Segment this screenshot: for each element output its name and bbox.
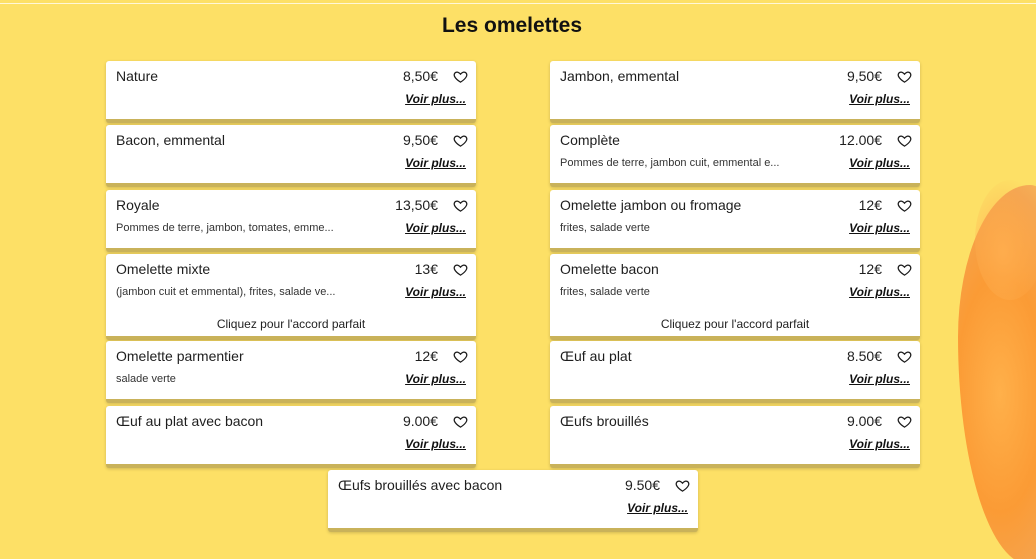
item-price: 9.50€ — [624, 477, 660, 493]
item-price: 9.00€ — [402, 413, 438, 429]
see-more-link[interactable]: Voir plus... — [405, 372, 466, 386]
heart-icon[interactable] — [453, 69, 468, 84]
item-name: Œufs brouillés — [560, 413, 649, 429]
item-price: 9,50€ — [846, 68, 882, 84]
menu-item-card[interactable] — [550, 254, 920, 340]
item-description: (jambon cuit et emmental), frites, salade ve... — [116, 286, 336, 298]
item-price: 12.00€ — [839, 132, 882, 148]
heart-icon[interactable] — [675, 478, 690, 493]
item-name: Œufs brouillés avec bacon — [338, 477, 503, 493]
see-more-link[interactable]: Voir plus... — [849, 437, 910, 451]
see-more-link[interactable]: Voir plus... — [405, 156, 466, 170]
see-more-link[interactable]: Voir plus... — [849, 156, 910, 170]
item-price: 13€ — [414, 261, 438, 277]
heart-icon[interactable] — [897, 69, 912, 84]
item-name: Nature — [116, 68, 159, 84]
item-description: Pommes de terre, jambon cuit, emmental e... — [560, 157, 780, 169]
top-divider — [0, 3, 1036, 4]
item-description: Pommes de terre, jambon, tomates, emme... — [116, 222, 334, 234]
item-description: salade verte — [116, 373, 176, 385]
pairing-link[interactable]: Cliquez pour l'accord parfait — [216, 317, 366, 331]
item-name: Omelette mixte — [116, 261, 211, 277]
see-more-link[interactable]: Voir plus... — [405, 437, 466, 451]
menu-item-card[interactable] — [550, 341, 920, 403]
item-price: 8.50€ — [846, 348, 882, 364]
see-more-link[interactable]: Voir plus... — [405, 92, 466, 106]
see-more-link[interactable]: Voir plus... — [849, 372, 910, 386]
item-price: 9.00€ — [846, 413, 882, 429]
item-description: frites, salade verte — [560, 286, 650, 298]
menu-item-card[interactable] — [106, 341, 476, 403]
menu-item-card[interactable] — [106, 254, 476, 340]
heart-icon[interactable] — [897, 349, 912, 364]
see-more-link[interactable]: Voir plus... — [849, 92, 910, 106]
menu-item-card[interactable] — [106, 61, 476, 123]
menu-item-card[interactable] — [328, 470, 698, 532]
heart-icon[interactable] — [453, 198, 468, 213]
item-name: Royale — [116, 197, 160, 213]
item-price: 12€ — [414, 348, 438, 364]
menu-item-card[interactable] — [550, 125, 920, 187]
item-name: Omelette parmentier — [116, 348, 244, 364]
item-name: Omelette bacon — [560, 261, 659, 277]
item-name: Complète — [560, 132, 620, 148]
item-description: frites, salade verte — [560, 222, 650, 234]
item-price: 13,50€ — [395, 197, 438, 213]
see-more-link[interactable]: Voir plus... — [627, 501, 688, 515]
pairing-link[interactable]: Cliquez pour l'accord parfait — [660, 317, 810, 331]
item-name: Bacon, emmental — [116, 132, 225, 148]
menu-item-card[interactable] — [106, 406, 476, 468]
item-price: 8,50€ — [402, 68, 438, 84]
heart-icon[interactable] — [897, 198, 912, 213]
menu-item-card[interactable] — [550, 61, 920, 123]
menu-item-card[interactable] — [106, 125, 476, 187]
item-name: Œuf au plat — [560, 348, 632, 364]
heart-icon[interactable] — [453, 133, 468, 148]
see-more-link[interactable]: Voir plus... — [405, 285, 466, 299]
item-name: Jambon, emmental — [560, 68, 680, 84]
heart-icon[interactable] — [453, 262, 468, 277]
heart-icon[interactable] — [897, 414, 912, 429]
heart-icon[interactable] — [897, 262, 912, 277]
item-name: Œuf au plat avec bacon — [116, 413, 264, 429]
item-price: 12€ — [858, 261, 882, 277]
item-name: Omelette jambon ou fromage — [560, 197, 742, 213]
see-more-link[interactable]: Voir plus... — [405, 221, 466, 235]
see-more-link[interactable]: Voir plus... — [849, 285, 910, 299]
heart-icon[interactable] — [453, 414, 468, 429]
item-price: 12€ — [858, 197, 882, 213]
item-price: 9,50€ — [402, 132, 438, 148]
heart-icon[interactable] — [453, 349, 468, 364]
menu-item-card[interactable] — [550, 190, 920, 252]
see-more-link[interactable]: Voir plus... — [849, 221, 910, 235]
section-title: Les omelettes — [441, 14, 583, 37]
decorative-fruit-highlight — [975, 180, 1036, 300]
heart-icon[interactable] — [897, 133, 912, 148]
menu-item-card[interactable] — [550, 406, 920, 468]
menu-item-card[interactable] — [106, 190, 476, 252]
